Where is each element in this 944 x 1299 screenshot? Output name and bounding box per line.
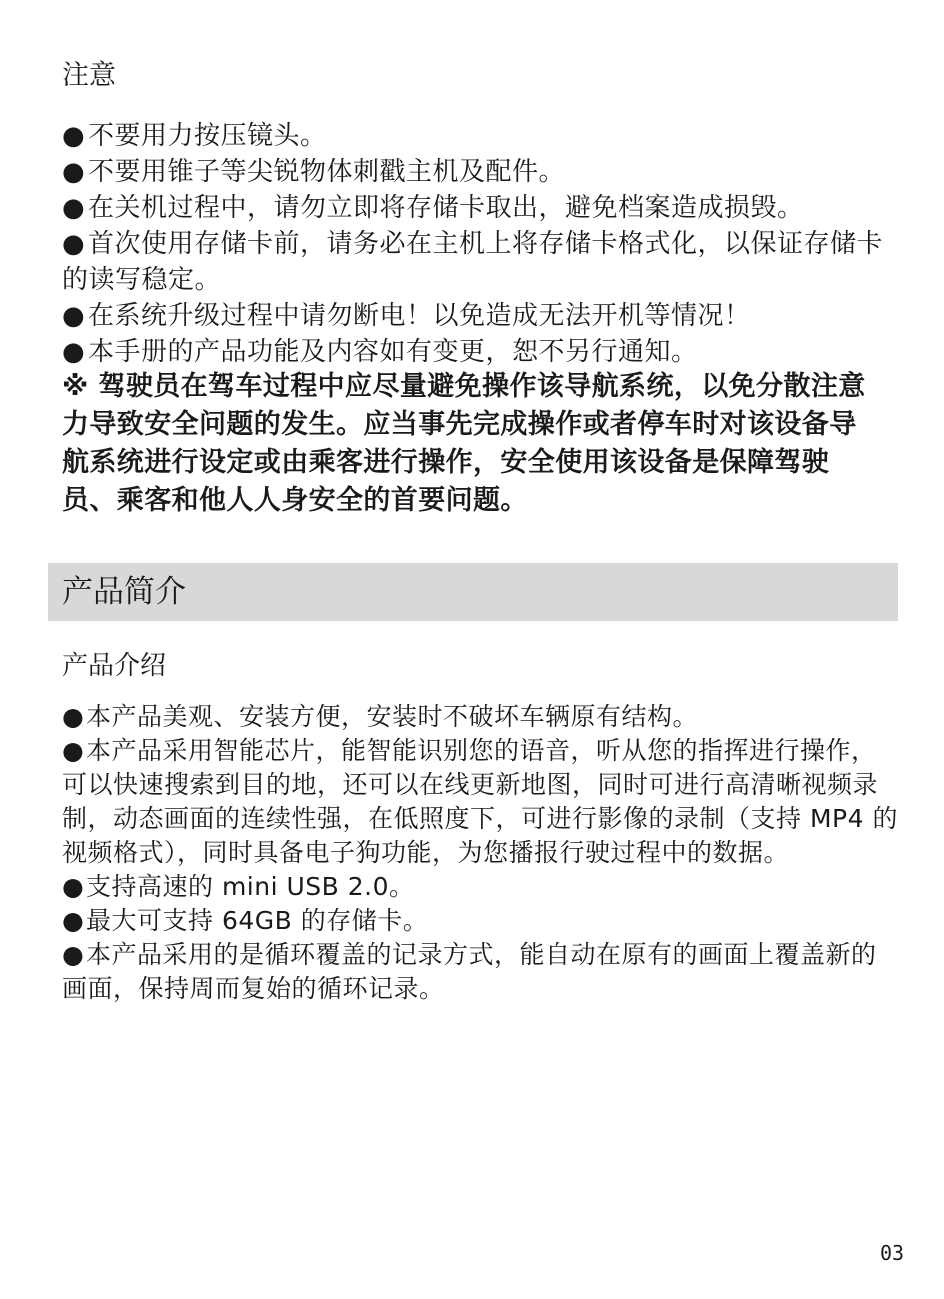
list-item-text: 支持高速的 mini USB 2.0。 — [86, 872, 415, 901]
section-subtitle: 产品介绍 — [62, 651, 167, 681]
list-item — [62, 226, 898, 298]
bullet-icon: ● — [62, 193, 86, 223]
list-item — [62, 938, 898, 1006]
list-item-text: 本产品采用的是循环覆盖的记录方式，能自动在原有的画面上覆盖新的画面，保持周而复始的循环记录。 — [62, 940, 877, 1003]
bullet-icon: ● — [62, 702, 85, 731]
bullet-icon: ● — [62, 337, 86, 367]
list-item-text: 最大可支持 64GB 的存储卡。 — [86, 906, 429, 935]
bullet-icon: ● — [62, 121, 86, 151]
section-title: 产品简介 — [62, 574, 186, 610]
list-item — [62, 334, 898, 370]
notice-list — [62, 118, 898, 370]
safety-warning: ※ 驾驶员在驾车过程中应尽量避免操作该导航系统，以免分散注意力导致安全问题的发生。应当事先完成操作或者停车时对该设备导航系统进行设定或由乘客进行操作，安全使用该设备是保障驾驶员、乘客和他人人身安全的首要问题。 — [62, 371, 866, 516]
list-item — [62, 154, 898, 190]
list-item-text: 本产品美观、安装方便，安装时不破坏车辆原有结构。 — [86, 702, 699, 731]
list-item-text: 本手册的产品功能及内容如有变更，恕不另行通知。 — [88, 337, 698, 367]
bullet-icon: ● — [62, 301, 86, 331]
page-number: 03 — [880, 1241, 905, 1265]
bullet-icon: ● — [62, 157, 86, 187]
list-item — [62, 904, 898, 938]
list-item-text: 本产品采用智能芯片，能智能识别您的语音，听从您的指挥进行操作，可以快速搜索到目的地，还可以在线更新地图，同时可进行高清晰视频录制，动态画面的连续性强，在低照度下，可进行影像的录制（支持 MP4 的视频格式），同时具备电子狗功能，为您播报行驶过程中的数据。 — [62, 736, 898, 867]
list-item-text: 不要用锥子等尖锐物体刺戳主机及配件。 — [88, 157, 566, 187]
list-item-text: 首次使用存储卡前，请务必在主机上将存储卡格式化，以保证存储卡的读写稳定。 — [62, 229, 884, 295]
section-header-bar — [48, 563, 898, 621]
list-item — [62, 298, 898, 334]
bullet-icon: ● — [62, 736, 85, 765]
bullet-icon: ● — [62, 940, 85, 969]
bullet-icon: ● — [62, 906, 85, 935]
product-intro-list — [62, 700, 898, 1006]
bullet-icon: ● — [62, 229, 86, 259]
list-item — [62, 734, 898, 870]
list-item-text: 不要用力按压镜头。 — [88, 121, 327, 151]
notice-heading: 注意 — [62, 60, 116, 91]
list-item — [62, 118, 898, 154]
bullet-icon: ● — [62, 872, 85, 901]
list-item — [62, 700, 898, 734]
list-item-text: 在关机过程中，请勿立即将存储卡取出，避免档案造成损毁。 — [88, 193, 804, 223]
list-item — [62, 190, 898, 226]
list-item — [62, 870, 898, 904]
list-item-text: 在系统升级过程中请勿断电！以免造成无法开机等情况！ — [88, 301, 751, 331]
